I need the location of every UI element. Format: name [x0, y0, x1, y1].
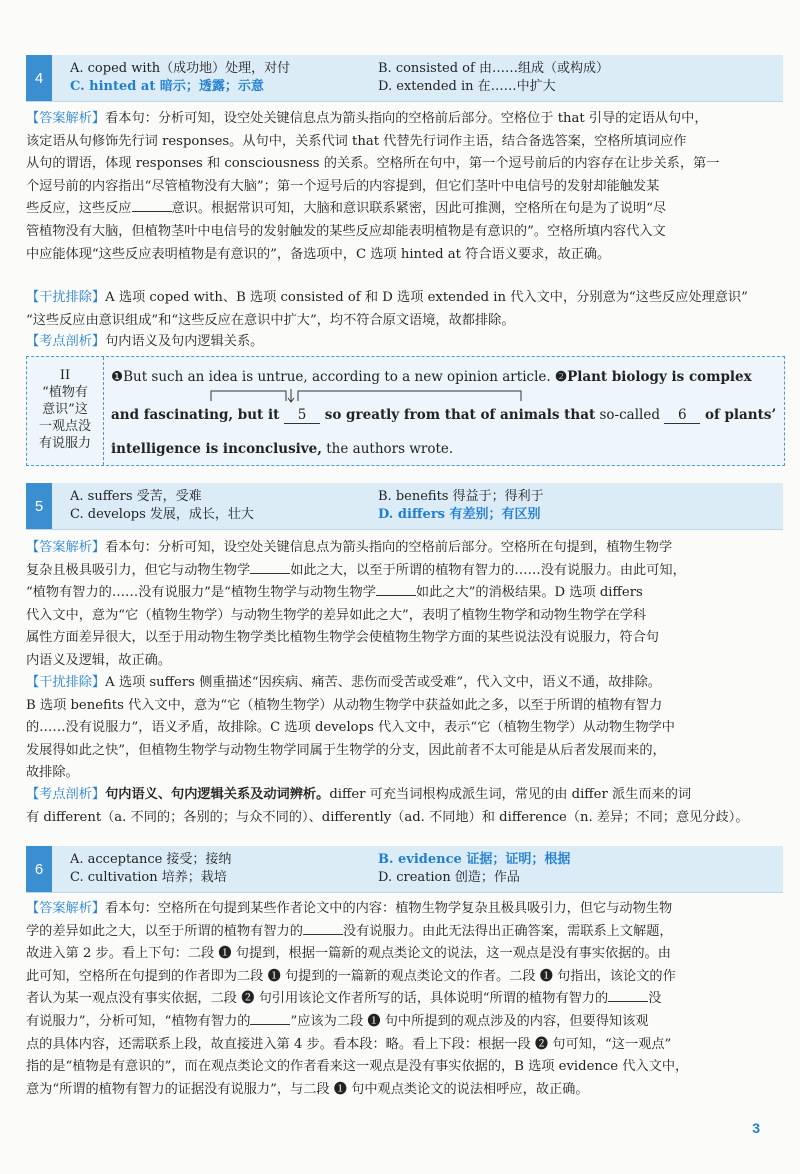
question-6-options [26, 846, 783, 893]
option-a: A. acceptance 接受；接纳 [70, 852, 232, 867]
passage-label: II “植物有 意识”这 一观点没 有说服力 [27, 357, 104, 465]
option-b-correct: B. evidence 证据；证明；根据 [378, 852, 571, 867]
q4-interference: 【干扰排除】A 选项 coped with、B 选项 consisted of 和 D 选项 extended in 代入文中，分别意为“这些反应处理意识” “这些反应由意识组成”和“这些反应在意识中扩大”，均不符合原文语境，故都排除。 [26, 290, 748, 328]
option-d: D. extended in 在……中扩大 [378, 79, 556, 94]
q5-interference: 【干扰排除】A 选项 suffers 侧重描述“因疾病、痛苦、悲伤而受苦或受难”，代入文中，语义不通，故排除。 B 选项 benefits 代入文中，意为“它（植物生物学）从动物生物学中获益如此之多，以至于所谓的植物有智力 的……没有说服力”，语义矛盾，故排除。C 选项 develops 代入文中，表示“它（植物生物学）从动物生物学中 发展得如此之快”，但植物生物学与动物生物学同属于生物学的分支，因此前者不太可能是从后者发展而来的， 故排除。 [26, 675, 675, 781]
passage-line-2: and fascinating, but it 5 so greatly from that of animals that so-called 6 of plants’ [111, 407, 777, 423]
option-a: A. suffers 受苦，受难 [70, 489, 202, 504]
q5-point: 【考点剖析】句内语义、句内逻辑关系及动词辨析。differ 可充当词根构成派生词，常见的由 differ 派生而来的词 有 different（a. 不同的；各别的；与众不同的）、differently（ad. 不同地）和 difference（n. 差异；不同；意见分歧）。 [26, 787, 749, 825]
option-b: B. consisted of 由……组成（或构成） [378, 61, 609, 76]
q4-point: 【考点剖析】句内语义及句内逻辑关系。 [26, 334, 264, 349]
option-d: D. creation 创造；作品 [378, 870, 520, 885]
blank [132, 199, 172, 212]
blank-6: 6 [664, 407, 700, 424]
question-4-options [26, 55, 783, 102]
analysis-tag: 【答案解析】 [26, 111, 106, 126]
option-a: A. coped with（成功地）处理，对付 [70, 61, 291, 76]
question-number: 4 [26, 55, 52, 101]
bracket-arrows [111, 387, 541, 407]
page-number: 3 [752, 1120, 760, 1136]
passage-line-1: ❶But such an idea is untrue, according to a new opinion article. ❷Plant biology is complex [111, 369, 752, 385]
option-c: C. cultivation 培养；栽培 [70, 870, 227, 885]
q5-analysis: 【答案解析】看本句：分析可知，设空处关键信息点为箭头指向的空格前后部分。空格所在句提到，植物生物学 复杂且极具吸引力，但它与动物生物学 如此之大，以至于所谓的植物有智力的……没有说服力。由此可知， “植物有智力的……没有说服力”是“植物生物学与动物生物学 如此之大”的消极结果。D 选项 differs 代入文中，意为“它（植物生物学）与动物生物学的差异如此之大”，表明了植物生物学和动物生物学在学科 属性方面差异很大，以至于用动物生物学类比植物生物学会使植物生物学方面的某些说法没有说服力，符合句 内语义及逻辑，故正确。 [26, 540, 686, 668]
question-number: 5 [26, 483, 52, 529]
passage-box [26, 356, 785, 466]
q6-analysis: 【答案解析】看本句：空格所在句提到某些作者论文中的内容：植物生物学复杂且极具吸引力，但它与动物生物 学的差异如此之大，以至于所谓的植物有智力的 没有说服力。由此无法得出正确答案，需联系上文解题， 故进入第 2 步。看上下句：二段 ❶ 句提到，根据一篇新的观点类论文的说法，这一观点是没有事实依据的。由 此可知，空格所在句提到的作者即为二段 ❶ 句提到的一篇新的观点类论文的作者。二段 ❶ 句指出，该论文的作 者认为某一观点没有事实依据，二段 ❷ 句引用该论文作者所写的话，具体说明“所谓的植物有智力的 没 有说服力”，分析可知，“植物有智力的 ”应该为二段 ❶ 句中所提到的观点涉及的内容，但要得知该观 点的具体内容，还需联系上段，故直接进入第 4 步。看本段：略。看上下段：根据一段 ❷ 句可知，“这一观点” 指的是“植物是有意识的”，而在观点类论文的作者看来这一观点是没有事实依据的，B 选项 evidence 代入文中， 意为“所谓的植物有智力的证据没有说服力”，与二段 ❶ 句中观点类论文的说法相呼应，故正确。 [26, 901, 689, 1097]
option-c-correct: C. hinted at 暗示；透露；示意 [70, 79, 264, 94]
question-number: 6 [26, 846, 52, 892]
option-c: C. develops 发展，成长，壮大 [70, 507, 254, 522]
question-5-options [26, 483, 783, 530]
option-d-correct: D. differs 有差别；有区别 [378, 507, 541, 522]
option-b: B. benefits 得益于；得利于 [378, 489, 544, 504]
blank-5: 5 [284, 407, 320, 424]
passage-line-3: intelligence is inconclusive, the authors wrote. [111, 441, 454, 457]
q4-analysis: 【答案解析】看本句：分析可知，设空处关键信息点为箭头指向的空格前后部分。空格位于 that 引导的定语从句中， 该定语从句修饰先行词 responses。从句中，关系代词 that 代替先行词作主语，结合备选答案，空格所填词应作 从句的谓语，体现 responses 和 consciousness 的关系。空格所在句中，第一个逗号前后的内容存在让步关系，第一 个逗号前的内容指出“尽管植物没有大脑”；第一个逗号后的内容提到，但它们茎叶中电信号的发射却能触发某 些反应，这些反应 意识。根据常识可知，大脑和意识联系紧密，因此可推测，空格所在句是为了说明“尽 管植物没有大脑，但植物茎叶中电信号的发射触发的某些反应却能表明植物是有意识的”。空格所填内容代入文 中应能体现“这些反应表明植物是有意识的”，备选项中，C 选项 hinted at 符合语义要求，故正确。 [26, 111, 720, 262]
